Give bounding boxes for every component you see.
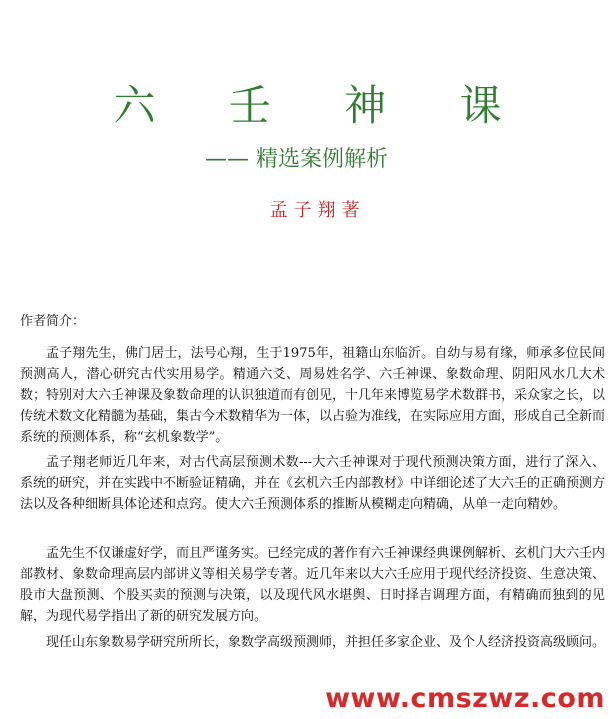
book-title: 六 壬 神 课 (113, 81, 532, 130)
book-author: 孟子翔著 (269, 200, 366, 221)
intro-paragraph: 孟先生不仅谦虚好学，而且严谨务实。已经完成的著作有六壬神课经典课例解析、玄机门大六壬内部教材、象数命理高层内部讲义等相关易学专著。近几年来以大六壬应用于现代经济投资、生意决策、股市大盘预测、个股买卖的预测与决策，以及现代风水堪舆、日时择吉调理方面，有精确而独到的见解，为现代易学指出了新的研究发展方向。 (20, 546, 606, 624)
book-subtitle: —— 精选案例解析 (205, 147, 388, 172)
section-heading-author-intro: 作者简介： (20, 314, 86, 329)
intro-paragraph: 孟子翔老师近几年来，对古代高层预测术数---大六壬神课对于现代预测决策方面，进行了深入、系统的研究，并在实践中不断验证精确，并在《玄机六壬内部教材》中详细论述了大六壬的正确预测方法以及各种细断具体论述和点窍。使大六壬预测体系的推断从模糊走向精确，从单一走向精妙。 (20, 455, 606, 512)
intro-paragraph: 现任山东象数易学研究所所长，象数学高级预测师，并担任多家企业、及个人经济投资高级顾问。 (46, 635, 606, 650)
intro-paragraph: 孟子翔先生，佛门居士，法号心翔，生于1975年，祖籍山东临沂。自幼与易有缘，师承多位民间预测高人，潜心研究古代实用易学。精通六爻、周易姓名学、六壬神课、象数命理、阴阳风水几大术数；特别对大六壬神课及象数命理的认识独道而有创见，十几年来博览易学术数群书，采众家之长，以传统术数文化精髓为基础，集古今术数精华为一体，以占验为准线，在实际应用方面，形成自己全新而系统的预测体系，称“玄机象数学”。 (20, 346, 606, 445)
site-watermark: www.cmszwz.com (325, 683, 605, 714)
